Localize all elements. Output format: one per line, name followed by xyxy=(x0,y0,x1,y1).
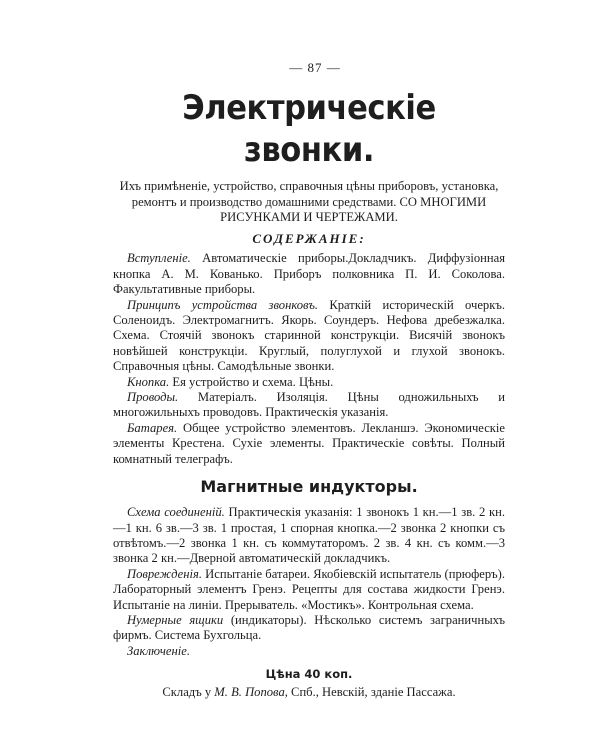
entry-label: Принципъ устройства звонковъ. xyxy=(127,297,319,312)
entry-label: Кнопка. xyxy=(127,374,170,389)
price-line: Цѣна 40 коп. xyxy=(265,667,353,682)
entry-text: Матеріалъ. Изоляція. Цѣны одножильныхъ и многожильныхъ проводовъ. Практическія указанія. xyxy=(113,390,505,420)
entry-label: Вступленіе. xyxy=(127,251,191,266)
contents-entry-button xyxy=(113,375,505,390)
entry-label: Батарея. xyxy=(127,420,178,435)
entry-text: Краткій историческій очеркъ. Соленоидъ. Электромагнитъ. Якорь. Соундеръ. Нефова дребезжалка. Схема. Стоячій звонокъ старинной конструкціи. Висячій звонокъ новѣйшей конструкціи. Круглый, полуглухой и глухой звонокъ. Справочныя цѣны. Самодѣльные звонки. xyxy=(113,297,505,374)
warehouse-prefix: Складъ у xyxy=(162,684,215,699)
entry-label: Проводы. xyxy=(127,390,179,405)
contents-entry-principle xyxy=(113,298,505,375)
entry-text: (индикаторы). Нѣсколько системъ заграничныхъ фирмъ. Система Бухгольца. xyxy=(113,612,506,643)
contents-entry-damage xyxy=(113,567,505,613)
entry-label: Поврежденія. xyxy=(127,566,203,581)
contents-list xyxy=(113,251,505,467)
section-heading-magnet: Магнитные индукторы. xyxy=(200,477,418,497)
entry-label: Схема соединеній. xyxy=(127,505,225,520)
contents-entry-scheme xyxy=(113,505,505,567)
subtitle: Ихъ примѣненіе, устройство, справочныя цѣны приборовъ, установка, ремонтъ и производство домашними средствами. СО МНОГИМИ РИСУНКАМИ И ЧЕРТЕЖАМИ. xyxy=(119,179,499,224)
warehouse-suffix: , Спб., Невскій, зданіе Пассажа. xyxy=(284,684,456,699)
magnet-contents-list xyxy=(113,505,505,659)
entry-label: Заключеніе. xyxy=(127,643,190,658)
contents-entry-conclusion xyxy=(113,644,505,659)
contents-entry-wires xyxy=(113,390,505,421)
contents-entry-battery xyxy=(113,421,505,467)
page-title: Электрическіе звонки. xyxy=(182,88,436,171)
contents-entry-indicators xyxy=(113,613,505,644)
entry-text: Общее устройство элементовъ. Лекланшэ. Экономическіе элементы Крестена. Сухіе элементы. Практическіе совѣты. Полный комнатный телеграфъ. xyxy=(113,420,505,466)
contents-entry-intro xyxy=(113,251,505,297)
page-number: — 87 — xyxy=(289,60,341,75)
warehouse-line xyxy=(113,685,505,700)
entry-text: Ея устройство и схема. Цѣны. xyxy=(169,374,334,389)
entry-text: Автоматическіе приборы.Докладчикъ. Диффузіонная кнопка А. М. Кованько. Приборъ полковника П. И. Соколова. Факультативные приборы. xyxy=(113,251,505,297)
entry-label: Нумерные ящики xyxy=(127,612,224,627)
book-page xyxy=(113,60,505,700)
entry-text: Практическія указанія: 1 звонокъ 1 кн.—1 зв. 2 кн.—1 кн. 6 зв.—3 зв. 1 простая, 1 спорная кнопка.—2 звонка 2 кнопки съ отвѣтомъ.—2 звонка 1 кн. съ коммутаторомъ. 2 зв. 4 кн. съ комм.—3 звонка 2 кн.—Дверной автоматическій докладчикъ. xyxy=(113,505,506,566)
warehouse-person: М. В. Попова xyxy=(214,684,285,699)
contents-heading: СОДЕРЖАНІЕ: xyxy=(252,231,366,247)
entry-text: Испытаніе батареи. Якобіевскій испытатель (прюферъ). Лабораторный элементъ Гренэ. Рецепты для состава жидкости Гренэ. Испытаніе на линіи. Прерыватель. «Мостикъ». Контрольная схема. xyxy=(113,566,505,612)
